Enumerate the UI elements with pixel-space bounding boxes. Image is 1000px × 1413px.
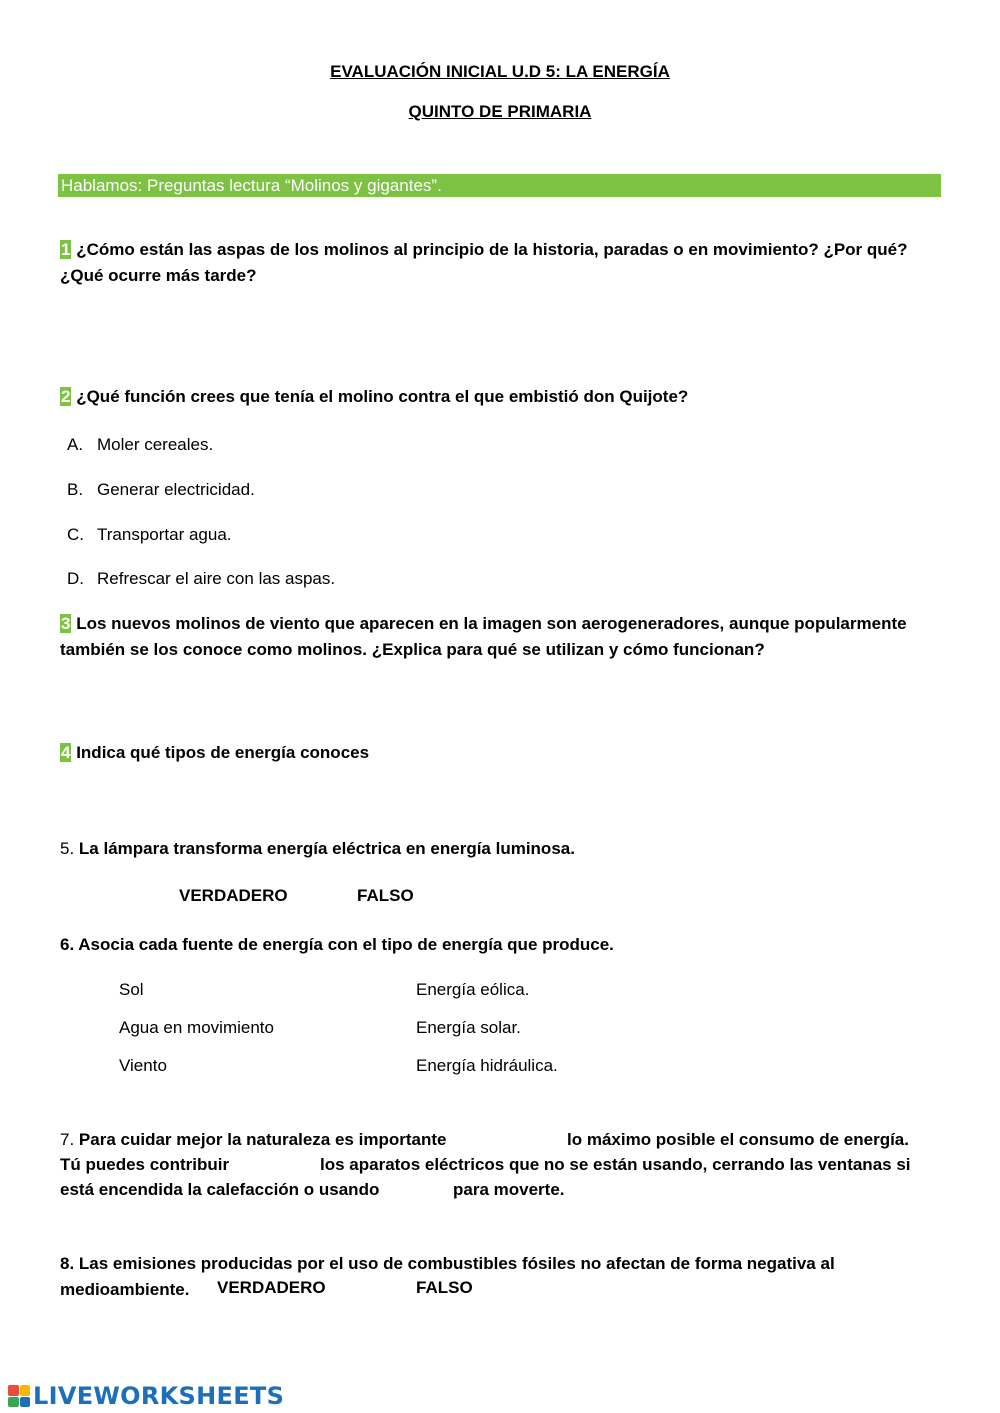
question-3 — [60, 611, 940, 663]
option-letter: B. — [67, 480, 84, 499]
liveworksheets-logo[interactable] — [8, 1381, 284, 1411]
q5-true-option[interactable]: VERDADERO — [179, 886, 288, 905]
option-letter: C. — [67, 525, 84, 544]
q7-text-part: está encendida la calefacción o usando — [60, 1180, 380, 1199]
question-3-text: Los nuevos molinos de viento que aparecen en la imagen son aerogeneradores, aunque popularmente también se los conoce como molinos. ¿Explica para qué se utilizan y cómo funcionan? — [60, 614, 907, 659]
q7-line-1 — [60, 1130, 446, 1150]
option-letter: D. — [67, 569, 84, 588]
energy-type-item[interactable]: Energía hidráulica. — [416, 1056, 558, 1075]
q7-text-part: Tú puedes contribuir — [60, 1155, 230, 1174]
option-text: Moler cereales. — [97, 435, 214, 454]
document-title: EVALUACIÓN INICIAL U.D 5: LA ENERGÍA — [330, 62, 670, 81]
option-a[interactable] — [67, 435, 213, 455]
logo-blocks-icon — [8, 1385, 30, 1407]
q7-text-part: para moverte. — [453, 1180, 565, 1199]
option-text: Generar electricidad. — [97, 480, 255, 499]
question-1-number: 1 — [61, 240, 71, 259]
option-d[interactable] — [67, 569, 335, 589]
logo-text: LIVEWORKSHEETS — [33, 1382, 285, 1410]
q7-text-part: los aparatos eléctricos que no se están usando, cerrando las ventanas si — [320, 1155, 911, 1174]
option-b[interactable] — [67, 480, 255, 500]
question-8-text: 8. Las emisiones producidas por el uso de combustibles fósiles no afectan de forma negativa al medioambiente. — [60, 1254, 835, 1299]
q5-false-option[interactable]: FALSO — [357, 886, 414, 905]
source-item[interactable]: Sol — [119, 980, 144, 999]
question-6-text: 6. Asocia cada fuente de energía con el tipo de energía que produce. — [60, 935, 614, 954]
section-label: Hablamos: Preguntas lectura “Molinos y gigantes”. — [61, 176, 442, 195]
source-item[interactable]: Viento — [119, 1056, 167, 1075]
energy-type-item[interactable]: Energía eólica. — [416, 980, 530, 999]
document-subtitle: QUINTO DE PRIMARIA — [408, 102, 592, 121]
question-1-text: ¿Cómo están las aspas de los molinos al principio de la historia, paradas o en movimiento? ¿Por qué? ¿Qué ocurre más tarde? — [60, 240, 908, 285]
option-letter: A. — [67, 435, 84, 454]
question-7-number: 7. — [60, 1130, 75, 1149]
question-5 — [60, 836, 940, 862]
question-2-number: 2 — [61, 387, 71, 406]
question-5-text: La lámpara transforma energía eléctrica en energía luminosa. — [78, 839, 575, 858]
option-text: Refrescar el aire con las aspas. — [97, 569, 336, 588]
question-4 — [60, 740, 940, 766]
section-banner — [58, 174, 941, 197]
q7-text-part: lo máximo posible el consumo de energía. — [567, 1130, 909, 1149]
question-5-number: 5. — [60, 839, 75, 858]
question-2 — [60, 384, 940, 410]
q7-text-part: Para cuidar mejor la naturaleza es importante — [78, 1130, 447, 1149]
option-c[interactable] — [67, 525, 232, 545]
q8-true-option[interactable]: VERDADERO — [217, 1278, 326, 1297]
question-1 — [60, 237, 940, 289]
source-item[interactable]: Agua en movimiento — [119, 1018, 274, 1037]
option-text: Transportar agua. — [97, 525, 232, 544]
question-4-text: Indica qué tipos de energía conoces — [76, 743, 370, 762]
q8-false-option[interactable]: FALSO — [416, 1278, 473, 1297]
question-3-number: 3 — [61, 614, 71, 633]
question-4-number: 4 — [61, 743, 71, 762]
question-2-text: ¿Qué función crees que tenía el molino contra el que embistió don Quijote? — [76, 387, 689, 406]
energy-type-item[interactable]: Energía solar. — [416, 1018, 521, 1037]
